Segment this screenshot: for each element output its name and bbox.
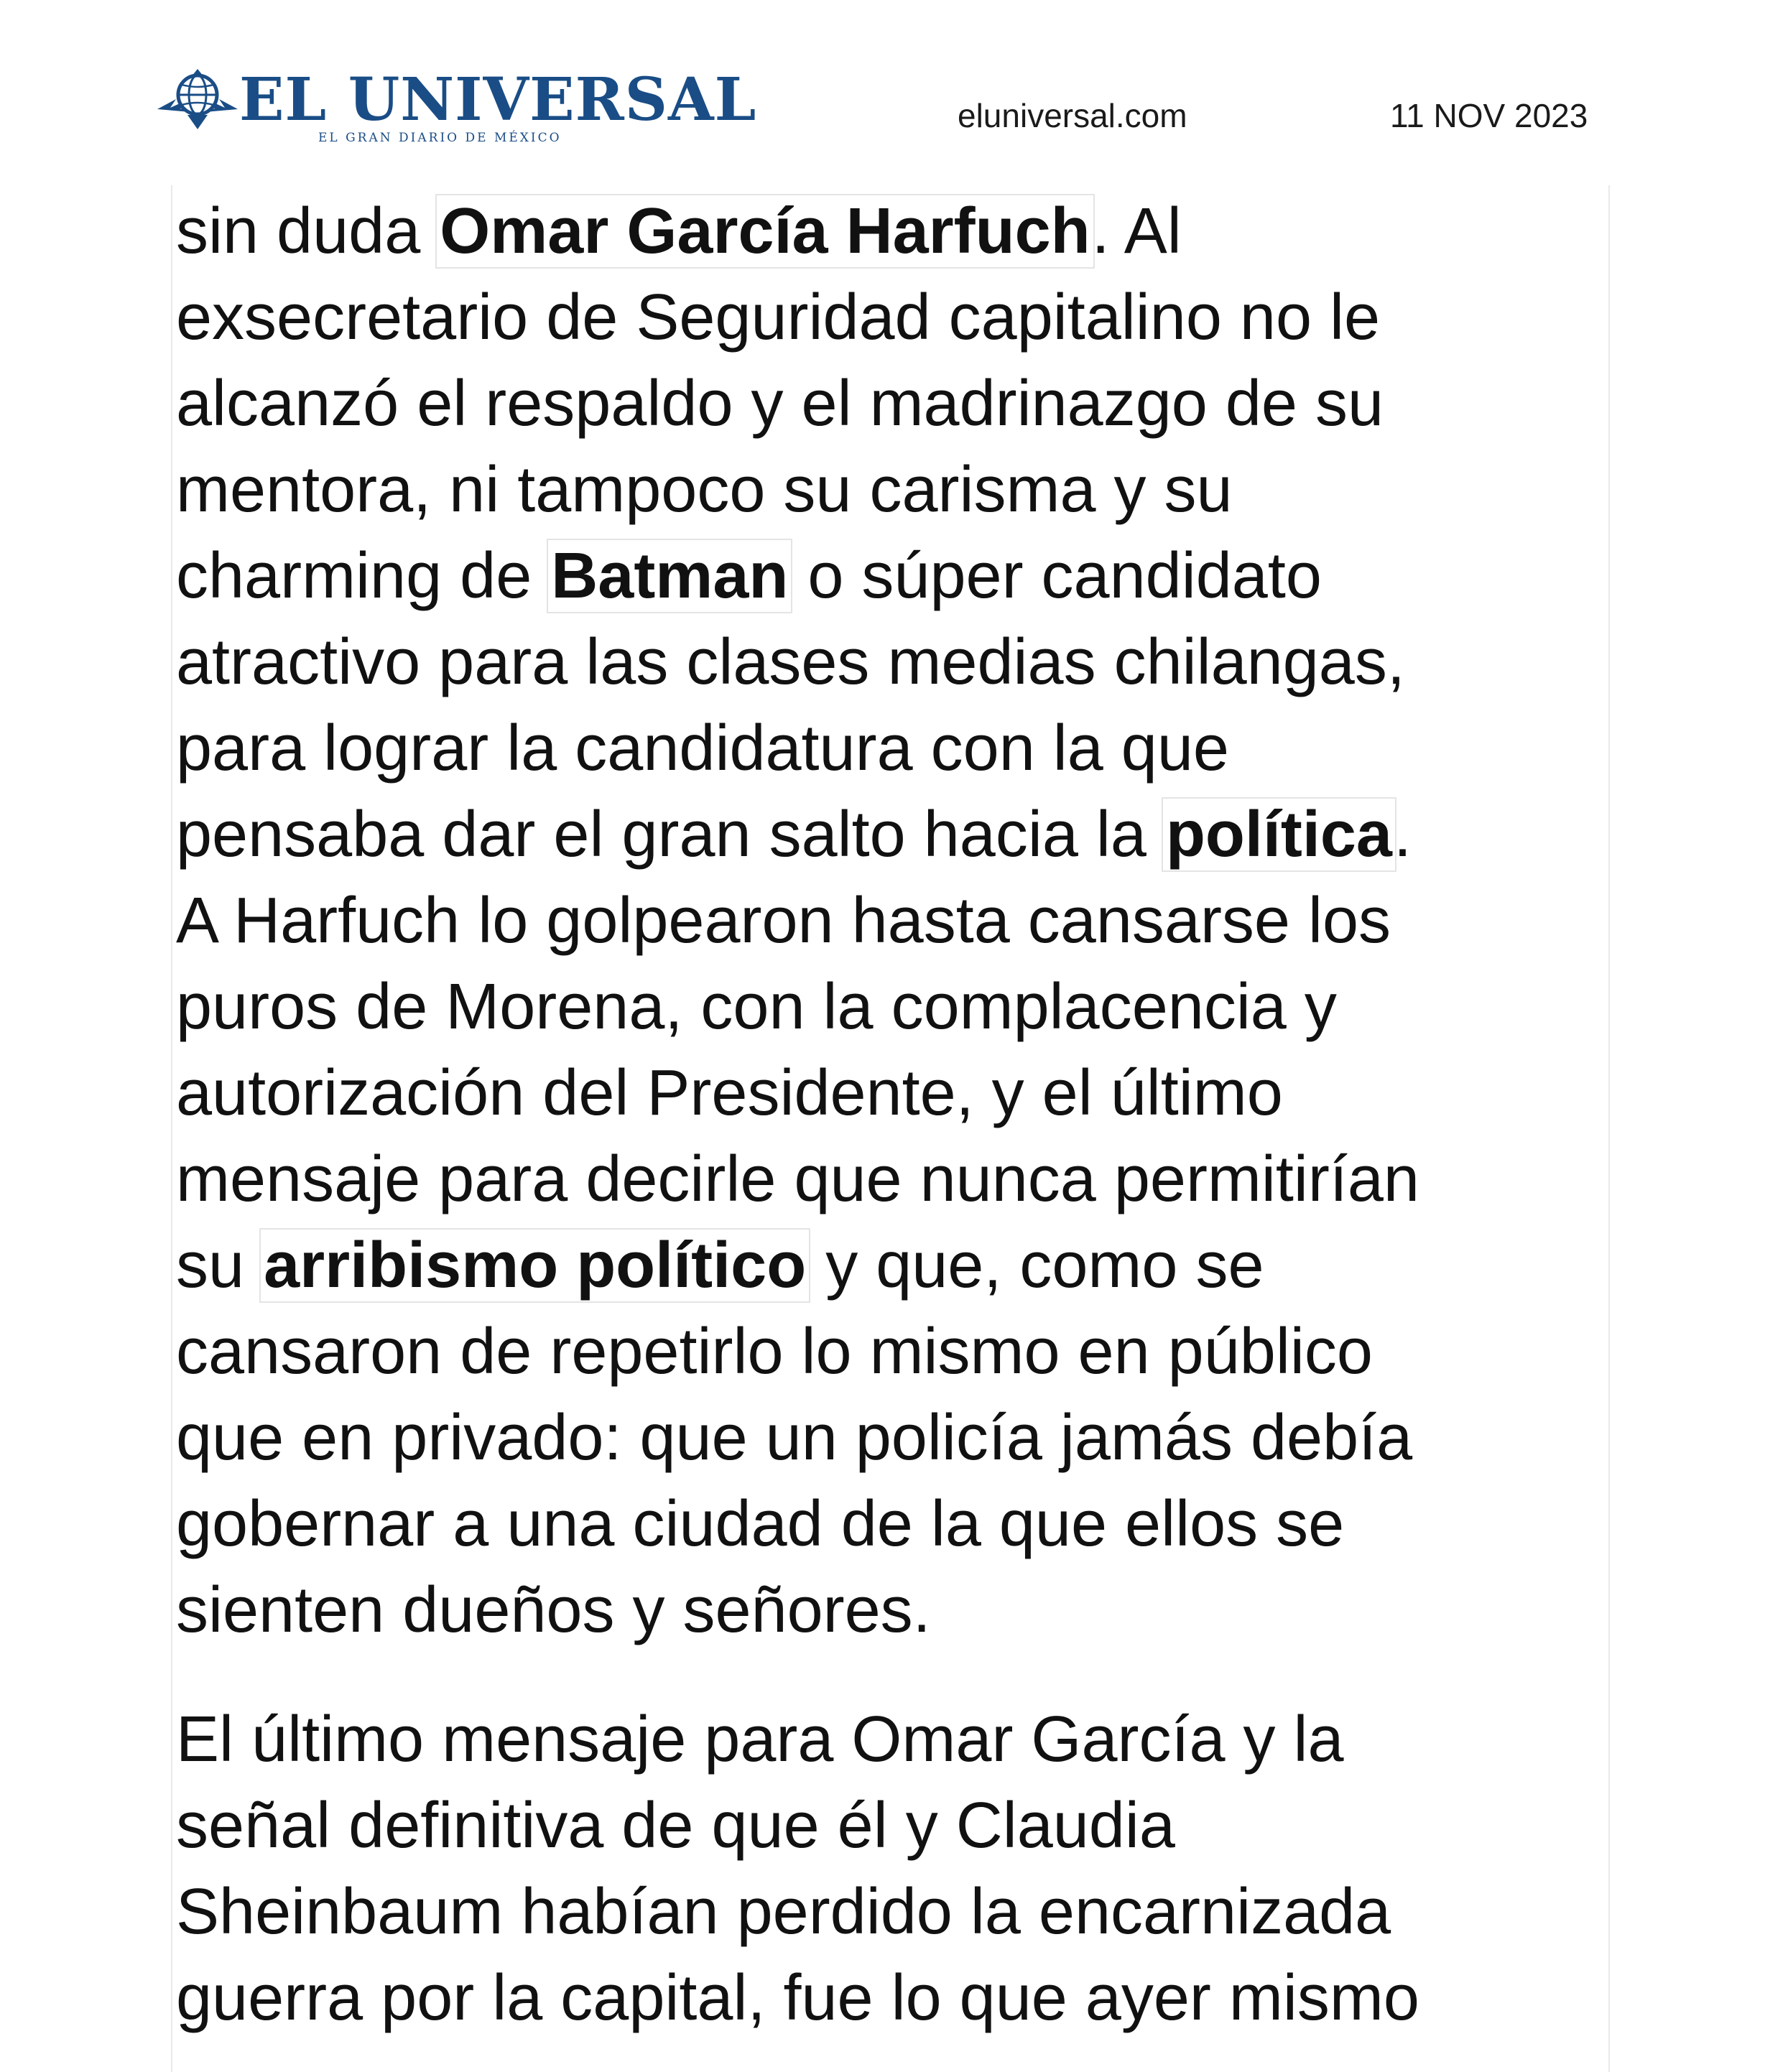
text-line: A Harfuch lo golpearon hasta cansarse los xyxy=(176,885,1391,957)
highlighted-term: arribismo político xyxy=(259,1228,810,1303)
article-paragraph xyxy=(176,188,1613,1653)
text-line: para lograr la candidatura con la que xyxy=(176,712,1229,784)
text-line: guerra por la capital, fue lo que ayer mismo xyxy=(176,1962,1419,2034)
text-line: cansaron de repetirlo lo mismo en público xyxy=(176,1316,1373,1388)
text-line: mensaje para decirle que nunca permitirían xyxy=(176,1143,1419,1215)
logo-tagline: EL GRAN DIARIO DE MÉXICO xyxy=(318,131,562,145)
logo-wordmark: EL UNIVERSAL xyxy=(239,65,757,134)
el-universal-logo[interactable] xyxy=(154,65,757,152)
page-header xyxy=(0,0,1765,165)
text-line: gobernar a una ciudad de la que ellos se xyxy=(176,1488,1345,1560)
text-line: charming de Batman o súper candidato xyxy=(176,540,1322,612)
text-line: atractivo para las clases medias chilangas, xyxy=(176,626,1405,698)
text-line: sienten dueños y señores. xyxy=(176,1574,931,1646)
text-line: mentora, ni tampoco su carisma y su xyxy=(176,454,1233,526)
text-line: El último mensaje para Omar García y la xyxy=(176,1704,1344,1775)
text-line: sin duda Omar García Harfuch. Al xyxy=(176,195,1182,267)
text-line: alcanzó el respaldo y el madrinazgo de su xyxy=(176,368,1384,440)
eagle-globe-emblem-icon xyxy=(154,68,241,132)
text-line: que en privado: que un policía jamás debía xyxy=(176,1402,1413,1474)
text-line: puros de Morena, con la complacencia y xyxy=(176,971,1337,1043)
article-paragraph xyxy=(176,1696,1613,2041)
site-url: eluniversal.com xyxy=(958,97,1187,134)
text-line: autorización del Presidente, y el último xyxy=(176,1057,1283,1129)
highlighted-term: Omar García Harfuch xyxy=(435,194,1094,269)
text-line: pensaba dar el gran salto hacia la política. xyxy=(176,799,1412,870)
text-line: exsecretario de Seguridad capitalino no le xyxy=(176,282,1381,353)
text-line: señal definitiva de que él y Claudia xyxy=(176,1790,1175,1862)
highlighted-term: política xyxy=(1162,797,1396,872)
text-line: su arribismo político y que, como se xyxy=(176,1230,1264,1301)
highlighted-term: Batman xyxy=(547,539,792,613)
publication-date: 11 NOV 2023 xyxy=(1390,97,1588,134)
article-body xyxy=(176,188,1613,2041)
text-line: Sheinbaum habían perdido la encarnizada xyxy=(176,1876,1391,1948)
